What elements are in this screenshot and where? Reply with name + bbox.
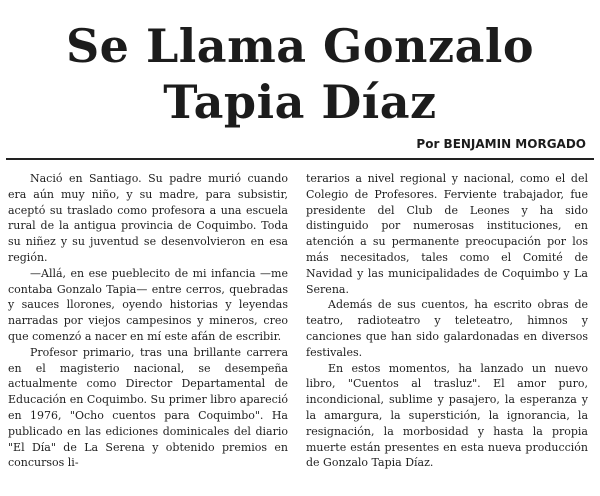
right-column (306, 171, 588, 471)
paragraph: Nació en Santiago. Su padre murió cuando era aún muy niño, y su madre, para subsistir, aceptó su traslado como profesora a una escuela rural de la antigua provincia de Coquimbo. Toda su niñez y su juventud se desenvolvieron en esa región. (8, 172, 288, 264)
paragraph: Además de sus cuentos, ha escrito obras de teatro, radioteatro y teleteatro, himnos y canciones que han sido galardonadas en diversos festivales. (306, 298, 588, 359)
paragraph: Profesor primario, tras una brillante carrera en el magisterio nacional, se desempeña actualmente como Director Departamental de Educación en Coquimbo. Su primer libro apareció en 1976, "Ocho cuentos para Coquimbo". Ha publicado en las ediciones dominicales del diario "El Día" de La Serena y obtenido premios en concursos li- (8, 345, 288, 470)
title-line-1: Se Llama Gonzalo (65, 19, 535, 73)
title-line-2: Tapia Díaz (163, 75, 437, 129)
article-title (0, 18, 600, 130)
paragraph: —Allá, en ese pueblecito de mi infancia —me contaba Gonzalo Tapia— entre cerros, quebradas y sauces llorones, oyendo historias y leyendas narradas por viejos campesinos y mineros, creo que comenzó a nacer en mí este afán de escribir. (8, 266, 288, 343)
paragraph: En estos momentos, ha lanzado un nuevo libro, "Cuentos al trasluz". El amor puro, incondicional, sublime y pasajero, la esperanza y la amargura, la superstición, la ignorancia, la resignación, la morbosidad y hasta la propia muerte están presentes en esta nueva producción de Gonzalo Tapia Díaz. (306, 361, 588, 470)
byline: Por BENJAMIN MORGADO (416, 137, 586, 151)
paragraph: terarios a nivel regional y nacional, como el del Colegio de Profesores. Ferviente trabajador, fue presidente del Club de Leones y ha sido distinguido por numerosas instituciones, en atención a su permanente preocupación por los más necesitados, tales como el Comité de Navidad y las municipalidades de Coquimbo y La Serena. (306, 172, 588, 296)
separator-rule (6, 158, 594, 160)
left-column (8, 171, 288, 471)
